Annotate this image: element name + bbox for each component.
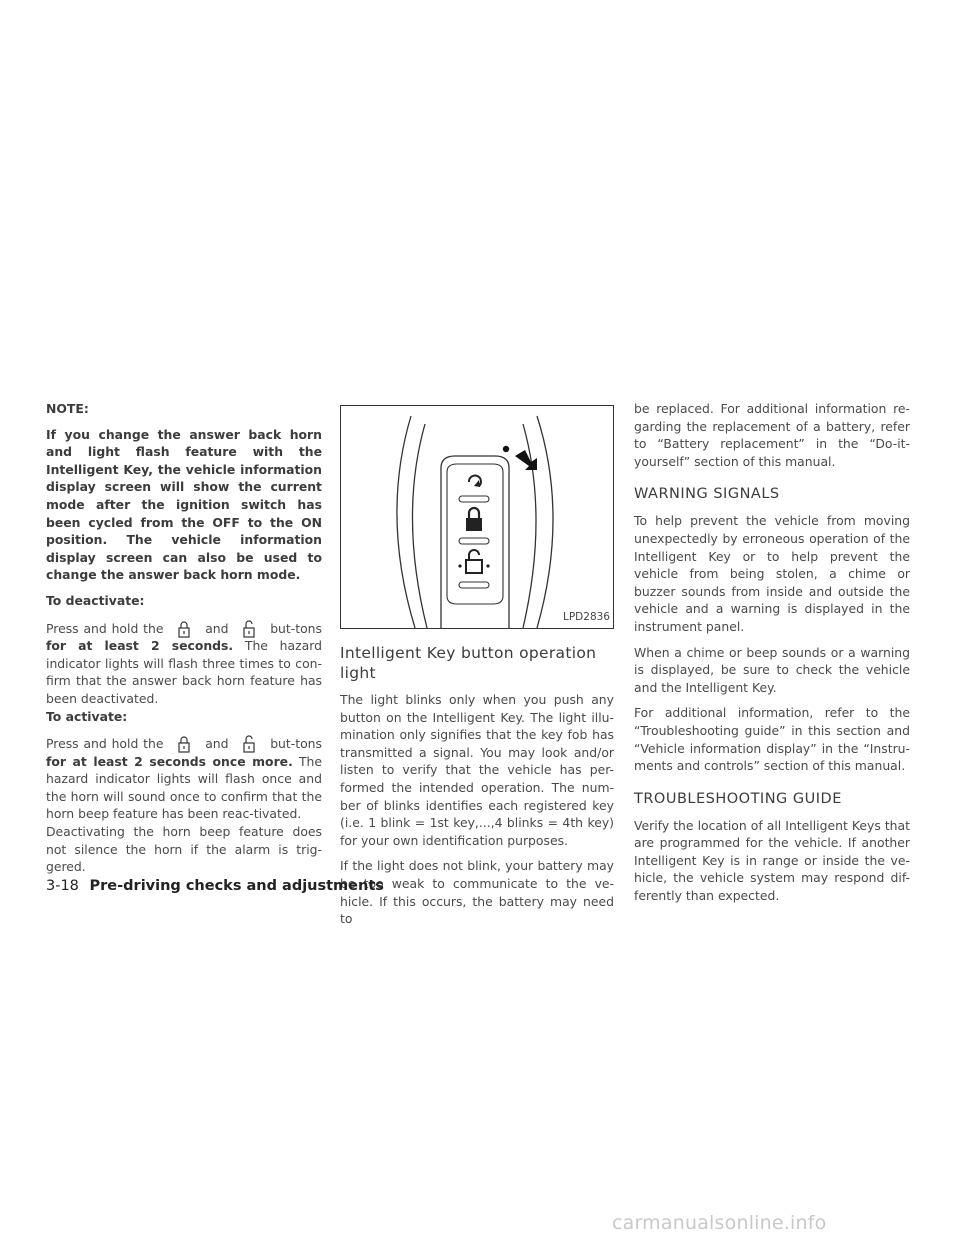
figure-label: LPD2836: [563, 611, 610, 624]
key-light-paragraph-2: If the light does not blink, your battery may be too weak to communicate to the ve-hicle. If this occurs, the battery may need to: [340, 858, 614, 927]
activate-heading: To activate:: [46, 708, 128, 724]
section-heading-key-light: Intelligent Key button operation light: [340, 644, 597, 682]
intelligent-key-illustration: [341, 406, 613, 628]
note-body: If you change the answer back horn and light flash feature with the Intelligent Key, the vehicle information display screen will show the current mode after the ignition switch has been cycled from the OFF to the ON position. The vehicle information display screen can also be used to change the answer back horn mode.: [46, 426, 322, 583]
lock-button-icon: [168, 620, 200, 634]
page-footer: [46, 878, 384, 894]
activate-rest: The hazard indicator lights will flash once and the horn will sound once to confirm that the horn beep feature has been reac-tivated.: [46, 753, 322, 822]
deactivate-post: but-tons: [270, 620, 322, 636]
page-number: 3-18: [46, 878, 79, 894]
lock-button-icon: [168, 735, 200, 749]
activate-and: and: [205, 736, 229, 752]
middle-column: [340, 405, 614, 936]
battery-continuation: be replaced. For additional information re-garding the replacement of a battery, refer to “Battery replacement” in the “Do-it-yourself” section of this manual.: [634, 401, 910, 469]
section-heading-warning-signals: WARNING SIGNALS: [634, 486, 780, 503]
unlock-button-icon: [233, 735, 265, 749]
troubleshooting-paragraph: Verify the location of all Intelligent Keys that are programmed for the vehicle. If another Intelligent Key is in range or inside the ve-hicle, the vehicle system may respond dif-ferently than expected.: [634, 817, 910, 904]
intelligent-key-figure: [340, 405, 614, 629]
section-heading-troubleshooting: TROUBLESHOOTING GUIDE: [634, 790, 842, 807]
warning-paragraph-2: When a chime or beep sounds or a warning is displayed, be sure to check the vehicle and the Intelligent Key.: [634, 644, 910, 695]
warning-paragraph-3: For additional information, refer to the “Troubleshooting guide” in this section and “Vehicle information display” in the “Instru-ments and controls” section of this manual.: [634, 705, 910, 774]
activate-bold: for at least 2 seconds once more.: [46, 753, 293, 769]
right-column: [634, 400, 910, 913]
watermark: carmanualsonline.info: [612, 1212, 827, 1234]
silence-note: Deactivating the horn beep feature does not silence the horn if the alarm is trig-gered.: [46, 824, 322, 875]
note-heading: NOTE:: [46, 401, 89, 416]
deactivate-pre: Press and hold the: [46, 620, 164, 636]
left-column: [46, 400, 322, 884]
activate-pre: Press and hold the: [46, 736, 164, 752]
unlock-button-icon: [233, 620, 265, 634]
deactivate-paragraph: [46, 620, 322, 708]
section-title: Pre-driving checks and adjustments: [89, 878, 384, 894]
key-light-paragraph-1: The light blinks only when you push any button on the Intelligent Key. The light illu-mination only signifies that the key fob has transmitted a signal. You may look and/or listen to verify that the vehicle has per-formed the intended operation. The num-ber of blinks identifies each registered key (i.e. 1 blink = 1st key,...,4 blinks = 4th key) for your own identification purposes.: [340, 692, 614, 848]
deactivate-and: and: [205, 620, 229, 636]
activate-paragraph: [46, 735, 322, 823]
activate-post: but-tons: [270, 736, 322, 752]
deactivate-rest: The hazard indicator lights will flash three times to con-firm that the answer back horn feature has been deactivated.: [46, 638, 322, 706]
deactivate-heading: To deactivate:: [46, 592, 145, 608]
warning-paragraph-1: To help prevent the vehicle from moving unexpectedly by erroneous operation of the Intelligent Key or to help prevent the vehicle from being stolen, a chime or buzzer sounds from inside and outside the vehicle and a warning is displayed in the instrument panel.: [634, 513, 910, 634]
deactivate-bold: for at least 2 seconds.: [46, 638, 234, 654]
